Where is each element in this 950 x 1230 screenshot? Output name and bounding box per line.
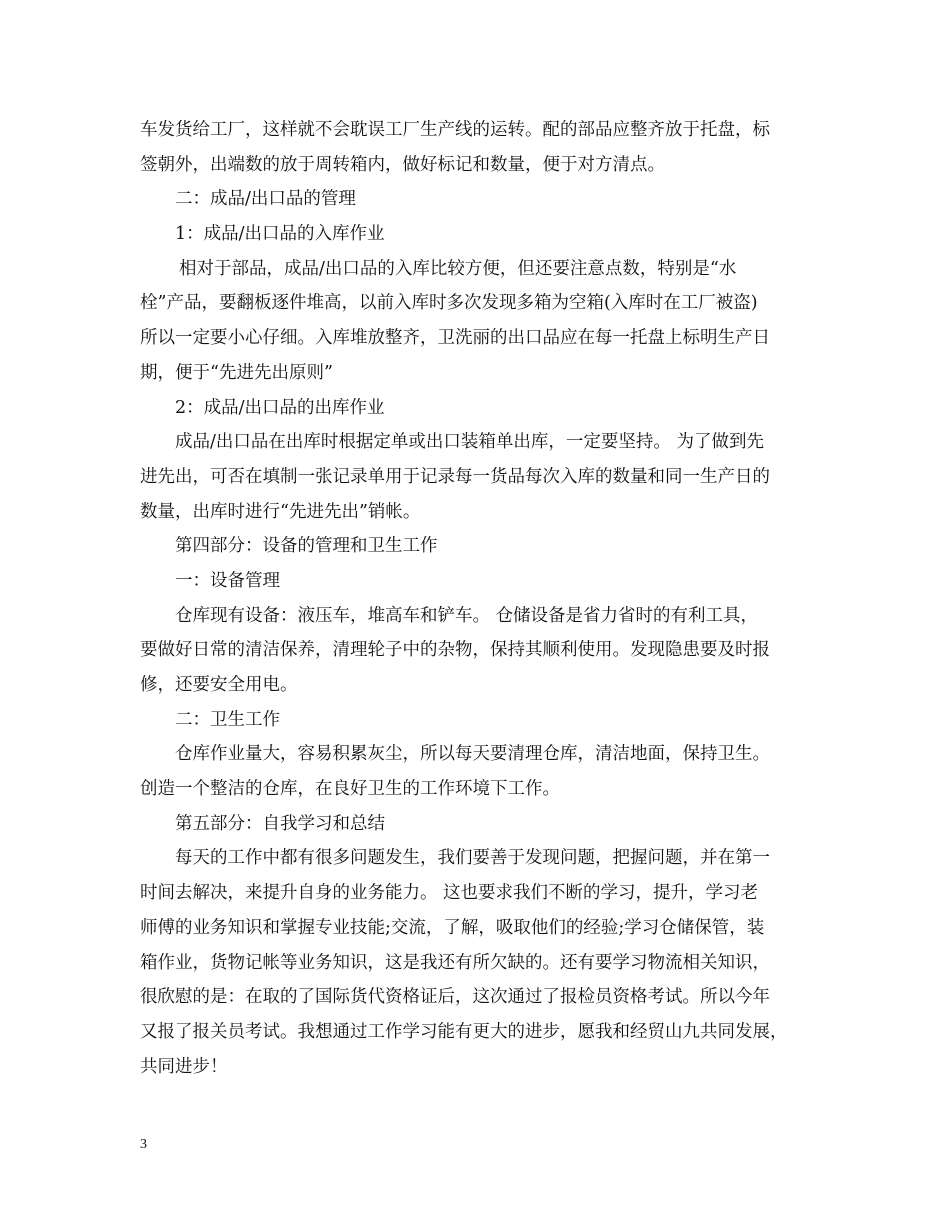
body-line: 共同进步！ bbox=[140, 1056, 228, 1077]
body-line: 进先出，可否在填制一张记录单用于记录每一货品每次入库的数量和同一生产日的 bbox=[140, 466, 770, 487]
body-line: 要做好日常的清洁保养，清理轮子中的杂物，保持其顺利使用。发现隐患要及时报 bbox=[140, 640, 770, 661]
body-line: 箱作业，货物记帐等业务知识，这是我还有所欠缺的。还有要学习物流相关知识， bbox=[140, 952, 770, 973]
body-line: 师傅的业务知识和掌握专业技能;交流，了解，吸取他们的经验;学习仓储保管，装 bbox=[140, 917, 765, 938]
body-line: 成品/出口品在出库时根据定单或出口装箱单出库，一定要坚持。 为了做到先 bbox=[175, 432, 764, 453]
body-line: 车发货给工厂，这样就不会耽误工厂生产线的运转。配的部品应整齐放于托盘，标 bbox=[140, 120, 770, 140]
subsection-heading: 1：成品/出口品的入库作业 bbox=[175, 224, 385, 245]
body-line: 又报了报关员考试。我想通过工作学习能有更大的进步，愿我和经贸山九共同发展， bbox=[140, 1021, 788, 1042]
page-number: 3 bbox=[140, 1137, 147, 1152]
body-line: 修，还要安全用电。 bbox=[140, 675, 298, 695]
body-line: 仓库现有设备：液压车，堆高车和铲车。 仓储设备是省力省时的有利工具， bbox=[175, 605, 759, 626]
section-heading: 第四部分：设备的管理和卫生工作 bbox=[175, 536, 438, 557]
body-line: 创造一个整洁的仓库，在良好卫生的工作环境下工作。 bbox=[140, 779, 560, 800]
body-line: 时间去解决，来提升自身的业务能力。 这也要求我们不断的学习，提升，学习老 bbox=[140, 883, 759, 904]
body-line: 相对于部品，成品/出口品的入库比较方便，但还要注意点数，特别是“水 bbox=[179, 258, 737, 279]
section-heading: 第五部分：自我学习和总结 bbox=[175, 813, 385, 834]
body-line: 所以一定要小心仔细。入库堆放整齐，卫洗丽的出口品应在每一托盘上标明生产日 bbox=[140, 328, 770, 349]
body-line: 每天的工作中都有很多问题发生，我们要善于发现问题，把握问题，并在第一 bbox=[175, 848, 770, 869]
subsection-heading: 2：成品/出口品的出库作业 bbox=[175, 397, 385, 418]
body-line: 数量，出库时进行“先进先出”销帐。 bbox=[140, 501, 421, 522]
subsection-heading: 二：卫生工作 bbox=[175, 709, 280, 730]
document-body bbox=[140, 113, 830, 1084]
body-line: 栓”产品，要翻板逐件堆高，以前入库时多次发现多箱为空箱(入库时在工厂被盗) bbox=[140, 293, 758, 314]
body-line: 期，便于“先进先出原则” bbox=[140, 362, 333, 383]
section-heading: 二：成品/出口品的管理 bbox=[175, 189, 356, 210]
body-line: 签朝外，出端数的放于周转箱内，做好标记和数量，便于对方清点。 bbox=[140, 154, 665, 175]
subsection-heading: 一：设备管理 bbox=[175, 570, 280, 591]
body-line: 很欣慰的是：在取的了国际货代资格证后，这次通过了报检员资格考试。所以今年 bbox=[140, 987, 770, 1008]
body-line: 仓库作业量大，容易积累灰尘，所以每天要清理仓库，清洁地面，保持卫生。 bbox=[175, 744, 770, 765]
